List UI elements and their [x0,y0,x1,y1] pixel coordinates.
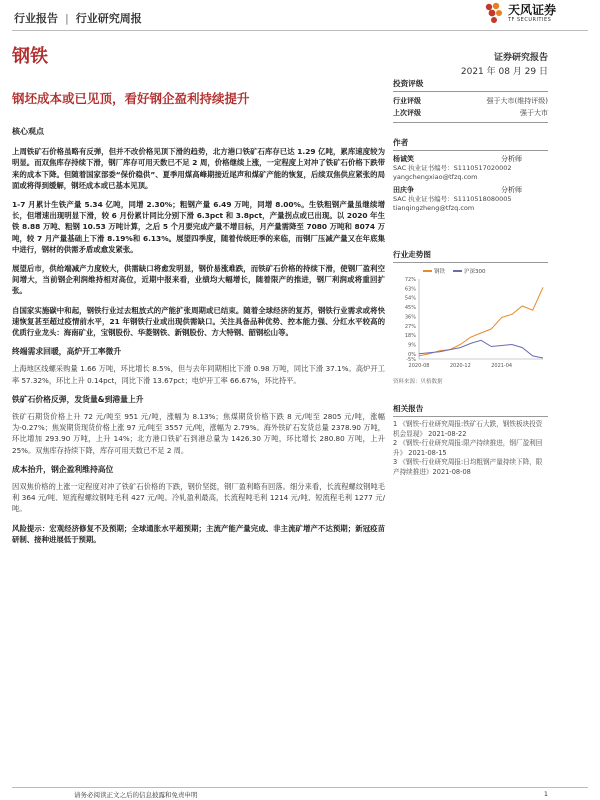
analyst-1-title: 分析师 [501,155,522,163]
core-view-title: 核心观点 [12,127,44,136]
y-tick-label: 0% [408,351,416,358]
related-section-title: 相关报告 [393,403,548,417]
y-tick-label: 72% [404,277,416,283]
brand-name-en: TF SECURITIES [507,16,552,23]
related-report-item[interactable]: 1 《钢铁-行业研究周报:铁矿石大跌，钢铁板块投资机会显现》 2021-08-22 [393,420,543,438]
brand-name-cn: 天风证券 [507,2,556,17]
brand-mark-icon [484,2,504,24]
chart-legend [423,267,548,275]
legend-label-hs300: 沪深300 [464,269,486,275]
legend-swatch-steel [423,270,432,272]
related-reports-list [393,420,548,477]
analyst-1-name: 杨诚笑 [393,155,414,163]
series-line-steel [419,287,543,356]
legend-swatch-hs300 [453,270,462,272]
risk-warning: 风险提示：宏观经济修复不及预期；全球通胀水平超预期；主流产能产量完成、非主流矿增产不达预期；新冠疫苗研制、接种进展低于预期。 [12,523,385,544]
industry-title: 钢铁 [12,46,48,67]
report-date: 2021 年 08 月 29 日 [460,67,548,77]
prev-rating-value: 强于大市 [520,109,548,117]
trend-chart [393,267,548,375]
y-tick-label: -5% [406,357,416,363]
analyst-2-title: 分析师 [501,186,522,194]
category-separator: | [64,12,69,25]
rating-row [393,95,548,107]
header-divider [12,30,588,31]
related-report-item[interactable]: 2 《钢铁-行业研究周报:限产持续推进，钢厂盈利回升》 2021-08-15 [393,439,543,457]
analyst-2-email[interactable]: tianqingzheng@tfzq.com [393,204,475,212]
section-demand-text: 上海地区线螺采购量 1.66 万吨，环比增长 8.5%，但与去年同期相比下滑 0.98 万吨，同比下滑 37.1%。高炉开工率 57.32%，环比上升 0.14pct，同比下滑 13.67pct；电炉开工率 66.67%，环比持平。 [12,364,385,385]
brand-logo [484,2,556,24]
analyst-2-cert: SAC 执业证书编号：S1110518080005 [393,195,512,203]
main-content [12,126,385,553]
report-category-bar [14,10,142,26]
footer-divider [12,787,588,788]
rating-section-title: 投资评级 [393,78,548,92]
report-category: 行业报告 [14,12,58,25]
core-paragraph-3: 展望后市，供给端减产力度较大，供需缺口将愈发明显，钢价易涨难跌，而铁矿石价格的持续下滑，使钢厂盈利空间增大，当前钢企利润维持相对高位，近期中报来看，业绩均大幅增长，随着限产的推进，钢厂利润或将重回扩张。 [12,264,385,296]
legend-label-steel: 钢铁 [434,269,446,275]
report-subcategory: 行业研究周报 [75,12,142,25]
page-number: 1 [543,790,548,798]
legend-item-steel [423,267,445,275]
chart-source: 资料来源：贝格数据 [393,379,443,385]
rating-label: 行业评级 [393,97,421,105]
rating-value: 强于大市(维持评级) [486,97,548,105]
chart-section-title: 行业走势图 [393,249,548,263]
y-tick-label: 63% [404,286,416,293]
analyst-2-name: 田庆争 [393,186,414,194]
analyst-1-cert: SAC 执业证书编号：S1110517020002 [393,164,512,172]
section-demand-title: 终端需求回暖，高炉开工率微升 [12,347,122,357]
legend-item-hs300 [453,267,486,275]
footer-disclaimer: 请务必阅读正文之后的信息披露和免责申明 [74,791,198,799]
trend-chart-svg [393,275,548,373]
y-tick-label: 54% [404,295,416,302]
core-paragraph-1: 上周铁矿石价格虽略有反弹，但并不改价格见顶下滑的趋势，北方港口铁矿石库存已达 1.29 亿吨，累库速度较为明显。而双焦库存持续下滑，钢厂库存可用天数已不足 2 周，价格继续上涨，一定程度上对冲了铁矿石价格下跌带来的成本下降。但随着国家部委“保价稳供”、夏季用煤高峰期接近尾声和煤矿产能的恢复，后续双焦供应紧张的局面或将得到缓解，钢坯成本或已基本见顶。 [12,147,385,190]
y-tick-label: 27% [404,323,416,330]
x-tick-label: 2020-12 [449,363,471,369]
section-cost-text: 因双焦价格的上涨一定程度对冲了铁矿石价格的下跌，钢价坚挺，钢厂盈利略有回落。细分来看，长流程螺纹钢吨毛利 364 元/吨、短流程螺纹钢吨毛利 427 元/吨。冷轧盈利最高，长流程吨毛利 1214 元/吨、短流程毛利 1277 元/吨。 [12,482,385,514]
section-cost-title: 成本抬升，钢企盈利维持高位 [12,464,114,474]
prev-rating-label: 上次评级 [393,109,421,117]
section-ore-text: 铁矿石期货价格上升 72 元/吨至 951 元/吨，涨幅为 8.13%；焦煤期货价格下跌 8 元/吨至 2805 元/吨，涨幅为-0.27%；焦炭期货现货价格上涨 97 元/吨至 3557 元/吨，涨幅为 2.79%。海外铁矿石发货总量 2378.90 万吨，环比增加 293.90 万吨，上升 14%；北方港口铁矿石到港总量为 1426.30 万吨，环比增长 280.80 万吨，上升 25%。双焦库存持续下降，库存可用天数已不足 2 周。 [12,412,385,455]
series-line-hs300 [419,340,543,358]
core-paragraph-4: 自国家实施碳中和起，钢铁行业过去粗放式的产能扩张周期或已结束。随着全球经济的复苏，钢铁行业需求或将快速恢复甚至超过疫情前水平，21 年钢铁行业或出现供需缺口。关注具备品种优势、控本能力强、分红水平较高的优质行业龙头：海南矿业，宝钢股份、华菱钢铁、新钢股份、方大特钢、韶钢松山等。 [12,305,385,338]
related-report-item[interactable]: 3 《钢铁-行业研究周报:日均粗钢产量持续下降，限产持续推进》2021-08-08 [393,458,543,476]
analyst-1 [393,155,548,182]
analyst-1-email[interactable]: yangchengxiao@tfzq.com [393,173,478,181]
author-section-title: 作者 [393,137,548,151]
section-ore-title: 铁矿石价格反弹，发货量&到港量上升 [12,394,144,404]
analyst-2 [393,186,548,213]
report-headline: 钢坯成本或已见顶，看好钢企盈利持续提升 [12,91,250,106]
x-tick-label: 2020-08 [408,363,430,369]
prev-rating-row [393,107,548,123]
report-type: 证券研究报告 [493,53,548,63]
y-tick-label: 45% [404,305,416,312]
x-tick-label: 2021-04 [491,363,513,369]
y-tick-label: 36% [404,314,416,321]
y-tick-label: 9% [408,342,416,349]
y-tick-label: 18% [404,333,416,340]
core-paragraph-2: 1-7 月累计生铁产量 5.34 亿吨，同增 2.30%；粗钢产量 6.49 万吨，同增 8.00%。生铁粗钢产量虽继续增长，但增速出现明显下滑，较 6 月份累计同比分别下滑 6.3pct 和 3.8pct，产量拐点或已出现。以 2020 年生铁 8.88 万吨、粗钢 10.53 万吨计算，之后 5 个月要完成产量不增目标，月产量需降至 7080 万吨和 8074 万吨，较 7 月产量基础上下滑 8.19%和 6.13%。展望四季度，随着传统旺季的来临，而钢厂压减产量又在年底集中进行，钢材的供需矛盾或愈发紧张。 [12,200,385,254]
sidebar [393,78,548,477]
